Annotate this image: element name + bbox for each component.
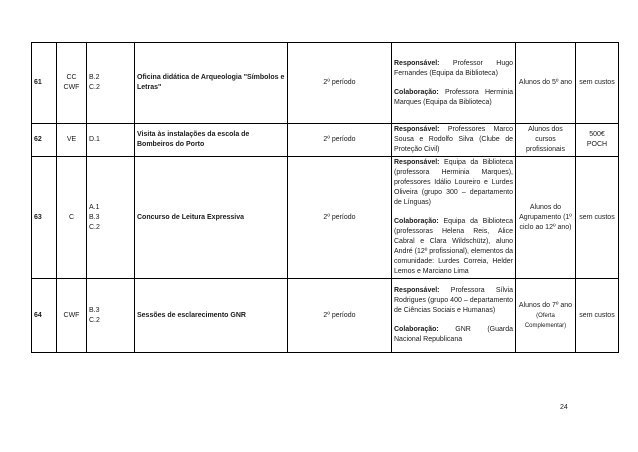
table-row — [32, 279, 619, 353]
responsible-label: Responsável: — [394, 287, 440, 294]
activity-period: 2º período — [288, 157, 392, 279]
page-number: 24 — [560, 404, 568, 411]
activity-cost: sem custos — [576, 279, 619, 353]
objective-codes: A.1 B.3 C.2 — [87, 157, 135, 279]
responsible-cell — [392, 43, 516, 124]
activity-period: 2º período — [288, 124, 392, 157]
activity-period: 2º período — [288, 279, 392, 353]
responsible-cell — [392, 124, 516, 157]
target-audience-label: Alunos do 7º ano — [518, 301, 573, 309]
collaboration-text: Professora Herminia Marques (Equipa da Biblioteca) — [394, 88, 513, 106]
objective-codes: B.2 C.2 — [87, 43, 135, 124]
collaboration-label: Colaboração: — [394, 218, 439, 225]
responsible-label: Responsável: — [394, 159, 440, 166]
objective-codes: B.3 C.2 — [87, 279, 135, 353]
activity-number: 62 — [32, 124, 57, 157]
activity-name: Visita às instalações da escola de Bombeiros do Porto — [135, 124, 288, 157]
responsible-label: Responsável: — [394, 126, 440, 133]
responsible-text: Professor Hugo Fernandes (Equipa da Biblioteca) — [394, 59, 513, 77]
target-audience — [516, 279, 576, 353]
area-code: CC CWF — [57, 43, 87, 124]
activity-number: 64 — [32, 279, 57, 353]
table-row — [32, 157, 619, 279]
collaboration-label: Colaboração: — [394, 88, 439, 96]
responsible-text: Professores Marco Sousa e Rodolfo Silva (Clube de Proteção Civil) — [394, 126, 513, 153]
target-audience: Alunos dos cursos profissionais — [516, 124, 576, 157]
activity-cost: sem custos — [576, 157, 619, 279]
target-audience-note: (Oferta Complementar) — [524, 312, 567, 329]
activity-name: Sessões de esclarecimento GNR — [135, 279, 288, 353]
activity-cost: 500€ POCH — [576, 124, 619, 157]
target-audience: Alunos do Agrupamento (1º ciclo ao 12º ano) — [516, 157, 576, 279]
activity-number: 63 — [32, 157, 57, 279]
activity-number: 61 — [32, 43, 57, 124]
activities-table — [31, 42, 619, 353]
objective-codes: D.1 — [87, 124, 135, 157]
activity-name: Concurso de Leitura Expressiva — [135, 157, 288, 279]
responsible-cell — [392, 157, 516, 279]
collaboration-text: GNR (Guarda Nacional Republicana — [394, 326, 513, 343]
area-code: CWF — [57, 279, 87, 353]
collaboration-label: Colaboração: — [394, 326, 439, 333]
responsible-cell — [392, 279, 516, 353]
activity-name: Oficina didática de Arqueologia "Símbolos e Letras" — [135, 43, 288, 124]
activity-period: 2º período — [288, 43, 392, 124]
responsible-text: Professora Sílvia Rodrigues (grupo 400 – departamento de Ciências Sociais e Humanas) — [394, 287, 513, 314]
responsible-label: Responsável: — [394, 59, 440, 67]
activity-cost: sem custos — [576, 43, 619, 124]
target-audience: Alunos do 5º ano — [516, 43, 576, 124]
area-code: VE — [57, 124, 87, 157]
table-row — [32, 43, 619, 124]
table-row — [32, 124, 619, 157]
area-code: C — [57, 157, 87, 279]
responsible-text: Equipa da Biblioteca (professora Herminia Marques), professores Idálio Loureiro e Lurdes Oliveira (grupo 300 – departamento de Línguas) — [394, 159, 513, 206]
collaboration-text: Equipa da Biblioteca (professoras Helena Reis, Alice Cabral e Clara Wildschütz), aluno André (12º profissional), elementos da comunidade: Lurdes Correia, Helder Lemos e Marciano Lima — [394, 218, 513, 275]
